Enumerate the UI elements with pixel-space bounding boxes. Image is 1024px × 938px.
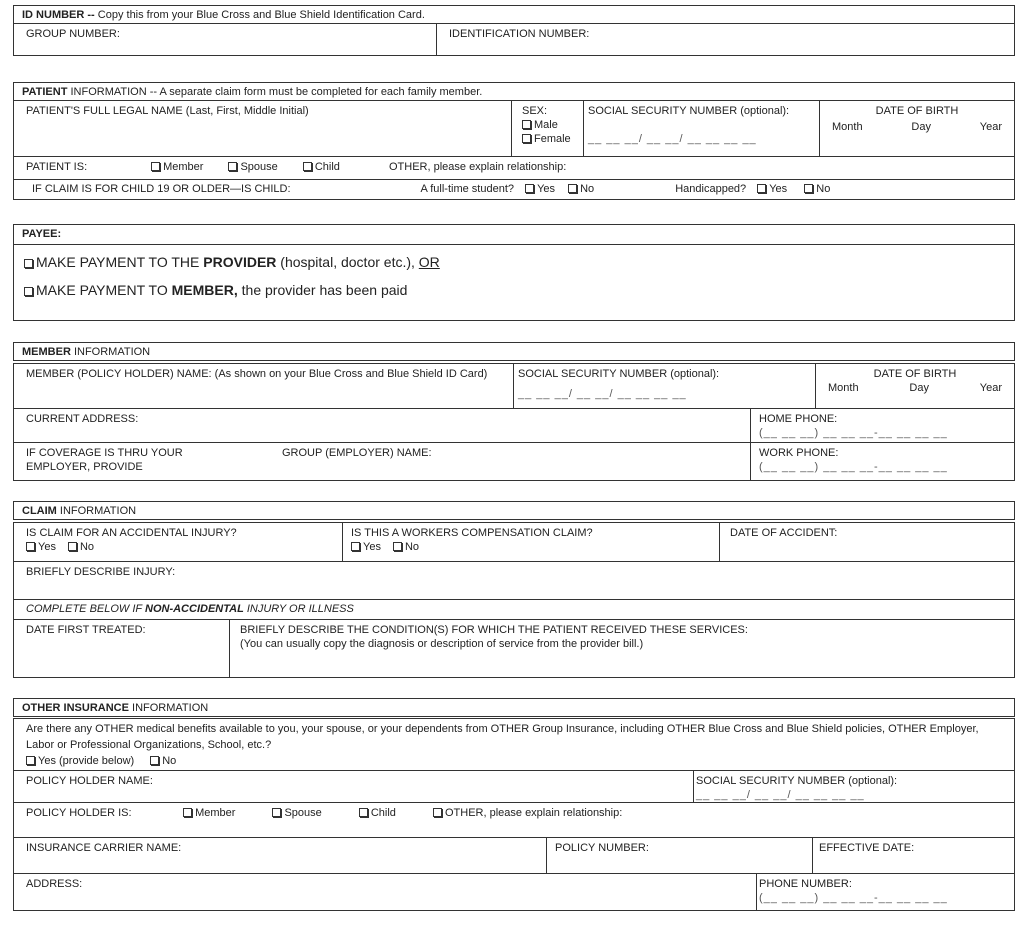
payee-field: MAKE PAYMENT TO THE PROVIDER (hospital, doctor etc.), OR MAKE PAYMENT TO MEMBER, the provider has been paid: [14, 245, 1014, 320]
patient-dob-field[interactable]: DATE OF BIRTH Month Day Year: [832, 105, 1002, 133]
date-of-accident-field[interactable]: DATE OF ACCIDENT:: [730, 527, 838, 539]
carrier-name-field[interactable]: INSURANCE CARRIER NAME:: [14, 838, 547, 873]
effective-date-field[interactable]: EFFECTIVE DATE:: [819, 842, 915, 854]
workers-yes-checkbox[interactable]: [351, 542, 360, 551]
holder-spouse-checkbox[interactable]: [272, 808, 281, 817]
patient-ssn-field[interactable]: SOCIAL SECURITY NUMBER (optional): __ __ __/ __ __/ __ __ __ __: [584, 101, 820, 156]
claim-header: CLAIM INFORMATION: [13, 501, 1015, 520]
claim-row-1: [13, 522, 1015, 562]
non-accidental-row: [13, 600, 1015, 620]
describe-injury-row: [13, 562, 1015, 600]
workers-comp-field: IS THIS A WORKERS COMPENSATION CLAIM? Yes No: [343, 523, 720, 561]
other-insurance-header: OTHER INSURANCE INFORMATION: [13, 698, 1015, 717]
member-header: MEMBER INFORMATION: [13, 342, 1015, 361]
fulltime-no-checkbox[interactable]: [568, 184, 577, 193]
holder-other-checkbox[interactable]: [433, 808, 442, 817]
member-checkbox[interactable]: [151, 162, 160, 171]
male-checkbox[interactable]: [522, 120, 531, 129]
spouse-checkbox[interactable]: [228, 162, 237, 171]
policy-holder-name-field[interactable]: POLICY HOLDER NAME:: [14, 771, 694, 802]
treatment-row: [13, 620, 1015, 678]
policy-number-field[interactable]: POLICY NUMBER:: [547, 838, 813, 873]
carrier-row: [13, 838, 1015, 874]
fulltime-yes-checkbox[interactable]: [525, 184, 534, 193]
patient-is-row: [13, 157, 1015, 180]
other-insurance-question: Are there any OTHER medical benefits available to you, your spouse, or your dependents from OTHER Group Insurance, including OTHER Blue Cross and Blue Shield policies, OTHER Employer, Labor or Professional Organizations, School, etc.? Yes (provide below) No: [26, 723, 979, 767]
other-insurance-no-checkbox[interactable]: [150, 756, 159, 765]
holder-child-checkbox[interactable]: [359, 808, 368, 817]
id-number-header: ID NUMBER -- Copy this from your Blue Cross and Blue Shield Identification Card.: [13, 5, 1015, 24]
insurance-address-row: [13, 874, 1015, 911]
non-accidental-label: COMPLETE BELOW IF NON-ACCIDENTAL INJURY OR ILLNESS: [26, 603, 354, 615]
patient-sex-field: SEX: Male Female: [512, 101, 584, 156]
member-name-field[interactable]: MEMBER (POLICY HOLDER) NAME: (As shown on your Blue Cross and Blue Shield ID Card): [14, 364, 514, 408]
workers-no-checkbox[interactable]: [393, 542, 402, 551]
patient-name-field[interactable]: PATIENT'S FULL LEGAL NAME (Last, First, Middle Initial): [14, 101, 512, 156]
member-employer-row: [13, 443, 1015, 481]
current-address-field[interactable]: CURRENT ADDRESS:: [14, 409, 751, 442]
policy-holder-row: [13, 771, 1015, 803]
payee-header: PAYEE:: [13, 224, 1015, 245]
accidental-yes-checkbox[interactable]: [26, 542, 35, 551]
date-first-treated-field[interactable]: DATE FIRST TREATED:: [14, 620, 230, 677]
pay-provider-checkbox[interactable]: [24, 259, 33, 268]
female-checkbox[interactable]: [522, 134, 531, 143]
accidental-no-checkbox[interactable]: [68, 542, 77, 551]
pay-member-checkbox[interactable]: [24, 287, 33, 296]
member-dob-field[interactable]: DATE OF BIRTH Month Day Year: [828, 368, 1002, 394]
patient-header: PATIENT INFORMATION -- A separate claim form must be completed for each family member.: [13, 82, 1015, 101]
id-number-row: [13, 24, 1015, 56]
patient-row-1: [13, 101, 1015, 157]
member-ssn-field[interactable]: SOCIAL SECURITY NUMBER (optional): __ __ __/ __ __/ __ __ __ __: [514, 364, 816, 408]
work-phone-field[interactable]: WORK PHONE: (__ __ __) __ __ __-__ __ __ __: [759, 447, 948, 473]
other-insurance-yes-checkbox[interactable]: [26, 756, 35, 765]
policy-holder-ssn-field[interactable]: SOCIAL SECURITY NUMBER (optional): __ __ __/ __ __/ __ __ __ __: [696, 775, 898, 801]
payee-row: [13, 245, 1015, 321]
other-insurance-question-row: [13, 718, 1015, 771]
policy-holder-is-field: POLICY HOLDER IS: Member Spouse Child OTHER, please explain relationship:: [26, 807, 623, 819]
child-19-row: [13, 180, 1015, 200]
home-phone-field[interactable]: HOME PHONE: (__ __ __) __ __ __-__ __ __ __: [759, 413, 948, 439]
insurance-address-field[interactable]: ADDRESS:: [14, 874, 757, 910]
insurance-phone-field[interactable]: PHONE NUMBER: (__ __ __) __ __ __-__ __ __ __: [759, 878, 948, 904]
policy-holder-is-row: [13, 803, 1015, 838]
member-row-1: [13, 363, 1015, 409]
holder-member-checkbox[interactable]: [183, 808, 192, 817]
condition-field[interactable]: BRIEFLY DESCRIBE THE CONDITION(S) FOR WHICH THE PATIENT RECEIVED THESE SERVICES: (You can usually copy the diagnosis or description of service from the provider bill.): [240, 624, 748, 650]
describe-injury-field[interactable]: BRIEFLY DESCRIBE INJURY:: [26, 566, 176, 578]
group-number-field[interactable]: GROUP NUMBER:: [14, 24, 437, 55]
patient-is-field: PATIENT IS: Member Spouse Child OTHER, please explain relationship:: [26, 161, 567, 173]
accidental-injury-field: IS CLAIM FOR AN ACCIDENTAL INJURY? Yes No: [14, 523, 343, 561]
employer-field[interactable]: IF COVERAGE IS THRU YOUR EMPLOYER, PROVIDE GROUP (EMPLOYER) NAME:: [14, 443, 751, 480]
member-address-row: [13, 409, 1015, 443]
identification-number-field[interactable]: IDENTIFICATION NUMBER:: [449, 28, 590, 40]
child-checkbox[interactable]: [303, 162, 312, 171]
child-19-field: IF CLAIM IS FOR CHILD 19 OR OLDER—IS CHILD: A full-time student? Yes No Handicapped? Yes No: [32, 183, 831, 195]
handicapped-yes-checkbox[interactable]: [757, 184, 766, 193]
claim-form: [13, 5, 1015, 911]
handicapped-no-checkbox[interactable]: [804, 184, 813, 193]
